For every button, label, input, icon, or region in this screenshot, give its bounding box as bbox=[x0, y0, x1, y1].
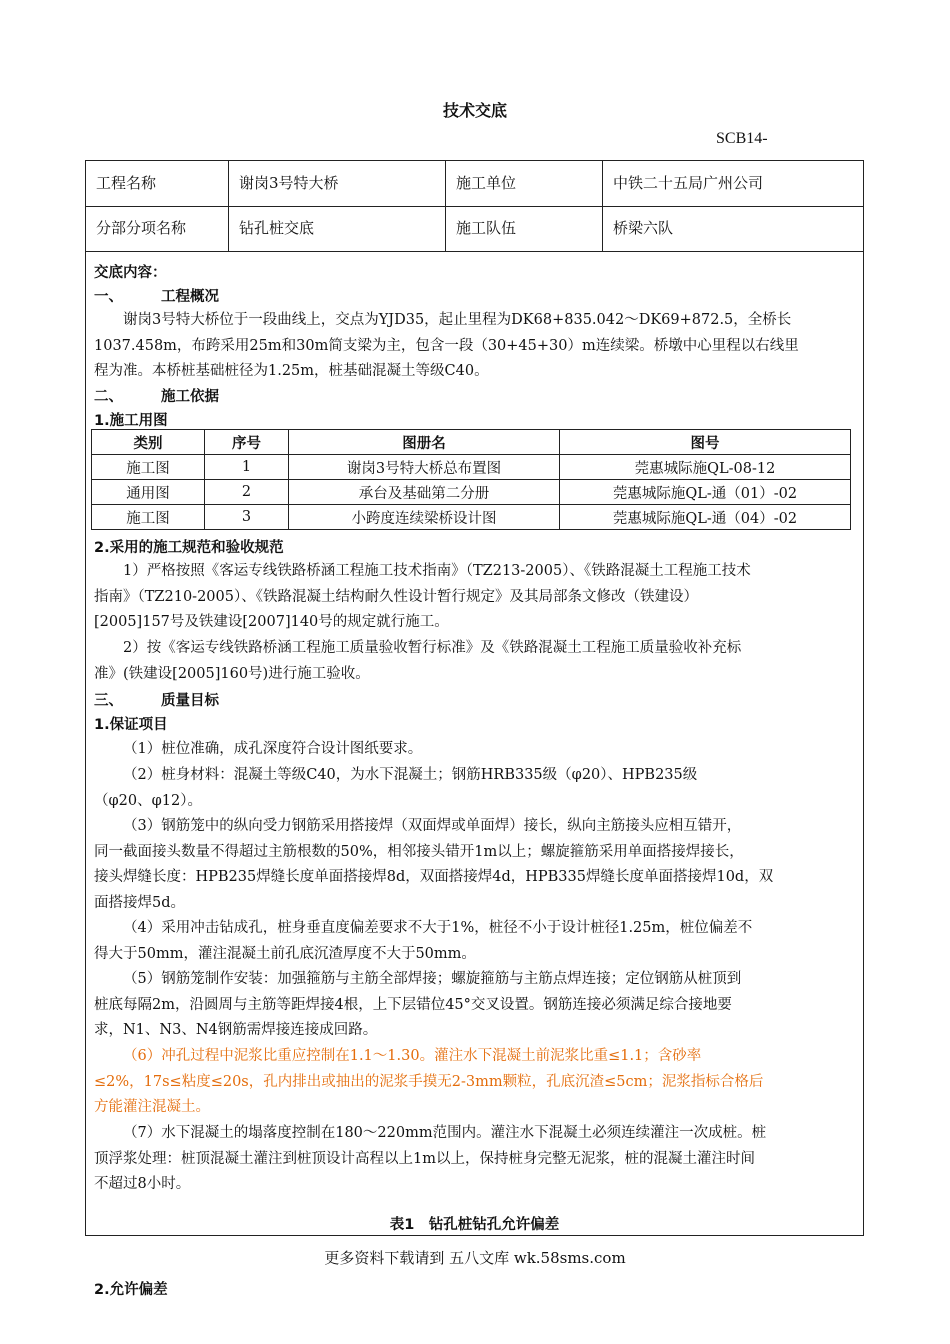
guarantee-item-2 bbox=[94, 763, 856, 814]
section-1-number: 一、 bbox=[94, 289, 123, 305]
drawings-table bbox=[91, 429, 851, 530]
guarantee-line: 不超过8小时。 bbox=[94, 1176, 191, 1192]
section-1-paragraph bbox=[94, 308, 856, 385]
table-row bbox=[92, 480, 851, 505]
guarantee-item-7 bbox=[94, 1121, 856, 1198]
table-cell: 3 bbox=[205, 505, 289, 530]
section-3-number: 三、 bbox=[94, 693, 123, 709]
value-construction-team: 桥梁六队 bbox=[613, 219, 674, 237]
table-header-cell: 序号 bbox=[205, 430, 289, 455]
guarantee-line: （φ20、φ12）。 bbox=[94, 792, 202, 809]
section-2-heading bbox=[94, 385, 856, 406]
guarantee-line: 面搭接焊5d。 bbox=[94, 894, 186, 911]
standards-line: 指南》（TZ210-2005）、《铁路混凝土结构耐久性设计暂行规定》及其局部条文修改（铁建设） bbox=[94, 588, 698, 605]
table-cell: 莞惠城际施QL-通（04）-02 bbox=[560, 505, 851, 530]
guarantee-line: （2）桩身材料：混凝土等级C40，为水下混凝土；钢筋HRB335级（φ20）、HPB235级 bbox=[123, 767, 698, 783]
table-cell: 小跨度连续梁桥设计图 bbox=[289, 505, 560, 530]
section-1-heading bbox=[94, 285, 856, 306]
value-construction-unit: 中铁二十五局广州公司 bbox=[613, 174, 764, 192]
guarantee-item-5 bbox=[94, 967, 856, 1044]
guarantee-line: 顶浮浆处理：桩顶混凝土灌注到桩顶设计高程以上1m以上，保持桩身完整无泥浆，桩的混凝土灌注时间 bbox=[94, 1150, 755, 1167]
tolerance-subheading: 2.允许偏差 bbox=[94, 1282, 168, 1298]
table-caption: 表1 钻孔桩钻孔允许偏差 bbox=[389, 1217, 560, 1233]
guarantee-line: 方能灌注混凝土。 bbox=[94, 1099, 210, 1115]
section-1-line: 1037.458m，布跨采用25m和30m简支梁为主，包含一段（30+45+30）m连续梁。桥墩中心里程以右线里 bbox=[94, 337, 799, 354]
guarantee-line: （6）冲孔过程中泥浆比重应控制在1.1～1.30。灌注水下混凝土前泥浆比重≤1.1；含砂率 bbox=[123, 1048, 702, 1064]
document-title: 技术交底 bbox=[442, 101, 507, 120]
guarantee-line: （5）钢筋笼制作安装：加强箍筋与主筋全部焊接；螺旋箍筋与主筋点焊连接；定位钢筋从桩顶到 bbox=[123, 971, 742, 987]
section-2-title: 施工依据 bbox=[161, 389, 219, 405]
guarantee-line: 桩底每隔2m，沿圆周与主筋等距焊接4根，上下层错位45°交叉设置。钢筋连接必须满足综合接地要 bbox=[94, 996, 732, 1013]
table-cell: 谢岗3号特大桥总布置图 bbox=[289, 455, 560, 480]
standards-paragraph-2 bbox=[94, 636, 856, 687]
drawings-table-header bbox=[92, 430, 851, 455]
guarantee-item-4 bbox=[94, 916, 856, 967]
guarantee-line: （7）水下混凝土的塌落度控制在180～220mm范围内。灌注水下混凝土必须连续灌注一次成桩。桩 bbox=[123, 1125, 767, 1141]
table-row bbox=[92, 455, 851, 480]
guarantee-line: 得大于50mm，灌注混凝土前孔底沉渣厚度不大于50mm。 bbox=[94, 945, 476, 962]
footer-link[interactable]: 更多资料下载请到 五八文库 wk.58sms.com bbox=[324, 1249, 626, 1267]
standards-paragraph-1 bbox=[94, 559, 856, 636]
standards-line: 1）严格按照《客运专线铁路桥涵工程施工技术指南》（TZ213-2005）、《铁路混凝土工程施工技术 bbox=[123, 563, 751, 579]
section-2-number: 二、 bbox=[94, 389, 123, 405]
label-construction-unit: 施工单位 bbox=[446, 161, 603, 206]
drawings-subheading: 1.施工用图 bbox=[94, 413, 168, 429]
table-cell: 莞惠城际施QL-08-12 bbox=[560, 455, 851, 480]
label-construction-team: 施工队伍 bbox=[446, 206, 603, 251]
section-3-title: 质量目标 bbox=[161, 693, 219, 709]
standards-subheading: 2.采用的施工规范和验收规范 bbox=[94, 540, 284, 556]
table-cell: 承台及基础第二分册 bbox=[289, 480, 560, 505]
standards-line: [2005]157号及铁建设[2007]140号的规定就行施工。 bbox=[94, 614, 449, 630]
label-project-name: 工程名称 bbox=[86, 161, 229, 206]
guarantee-line: 同一截面接头数量不得超过主筋根数的50%，相邻接头错开1m以上；螺旋箍筋采用单面搭接焊接长， bbox=[94, 843, 744, 860]
guarantee-item-1 bbox=[94, 737, 856, 763]
header-row-2 bbox=[86, 206, 863, 252]
value-project-name: 谢岗3号特大桥 bbox=[229, 161, 446, 206]
table-row bbox=[92, 505, 851, 530]
content-label: 交底内容： bbox=[94, 265, 167, 281]
table-cell: 1 bbox=[205, 455, 289, 480]
table-cell: 2 bbox=[205, 480, 289, 505]
guarantee-line: ≤2%，17s≤粘度≤20s，孔内排出或抽出的泥浆手摸无2-3mm颗粒，孔底沉渣≤5cm；泥浆指标合格后 bbox=[94, 1073, 764, 1090]
standards-line: 2）按《客运专线铁路桥涵工程施工质量验收暂行标准》及《铁路混凝土工程施工质量验收补充标 bbox=[123, 640, 742, 656]
standards-line: 准》(铁建设[2005]160号)进行施工验收。 bbox=[94, 665, 370, 682]
section-1-title: 工程概况 bbox=[161, 289, 219, 305]
guarantee-line: （4）采用冲击钻成孔，桩身垂直度偏差要求不大于1%，桩径不小于设计桩径1.25m，桩位偏差不 bbox=[123, 920, 753, 936]
table-cell: 通用图 bbox=[92, 480, 205, 505]
header-row-1 bbox=[86, 161, 863, 207]
guarantee-line: （3）钢筋笼中的纵向受力钢筋采用搭接焊（双面焊或单面焊）接长，纵向主筋接头应相互错开， bbox=[123, 818, 742, 834]
document-code: SCB14- bbox=[716, 130, 768, 147]
guarantee-item-6-highlighted bbox=[94, 1044, 856, 1121]
section-3-heading bbox=[94, 689, 856, 710]
guarantee-line: （1）桩位准确，成孔深度符合设计图纸要求。 bbox=[123, 741, 423, 757]
table-cell: 莞惠城际施QL-通（01）-02 bbox=[560, 480, 851, 505]
label-subitem-name: 分部分项名称 bbox=[86, 206, 229, 251]
table-header-cell: 图号 bbox=[560, 430, 851, 455]
section-1-line: 程为准。本桥桩基础桩径为1.25m，桩基础混凝土等级C40。 bbox=[94, 363, 489, 379]
table-cell: 施工图 bbox=[92, 455, 205, 480]
table-header-cell: 类别 bbox=[92, 430, 205, 455]
guarantee-line: 接头焊缝长度：HPB235焊缝长度单面搭接焊8d，双面搭接焊4d，HPB335焊缝长度单面搭接焊10d，双 bbox=[94, 869, 774, 885]
table-cell: 施工图 bbox=[92, 505, 205, 530]
table-header-cell: 图册名 bbox=[289, 430, 560, 455]
guarantee-item-3 bbox=[94, 814, 856, 916]
guarantee-subheading: 1.保证项目 bbox=[94, 717, 168, 733]
section-1-line: 谢岗3号特大桥位于一段曲线上，交点为YJD35，起止里程为DK68+835.042～DK69+872.5，全桥长 bbox=[123, 312, 792, 328]
value-subitem-name: 钻孔桩交底 bbox=[229, 206, 446, 251]
guarantee-line: 求，N1、N3、N4钢筋需焊接连接成回路。 bbox=[94, 1022, 378, 1038]
